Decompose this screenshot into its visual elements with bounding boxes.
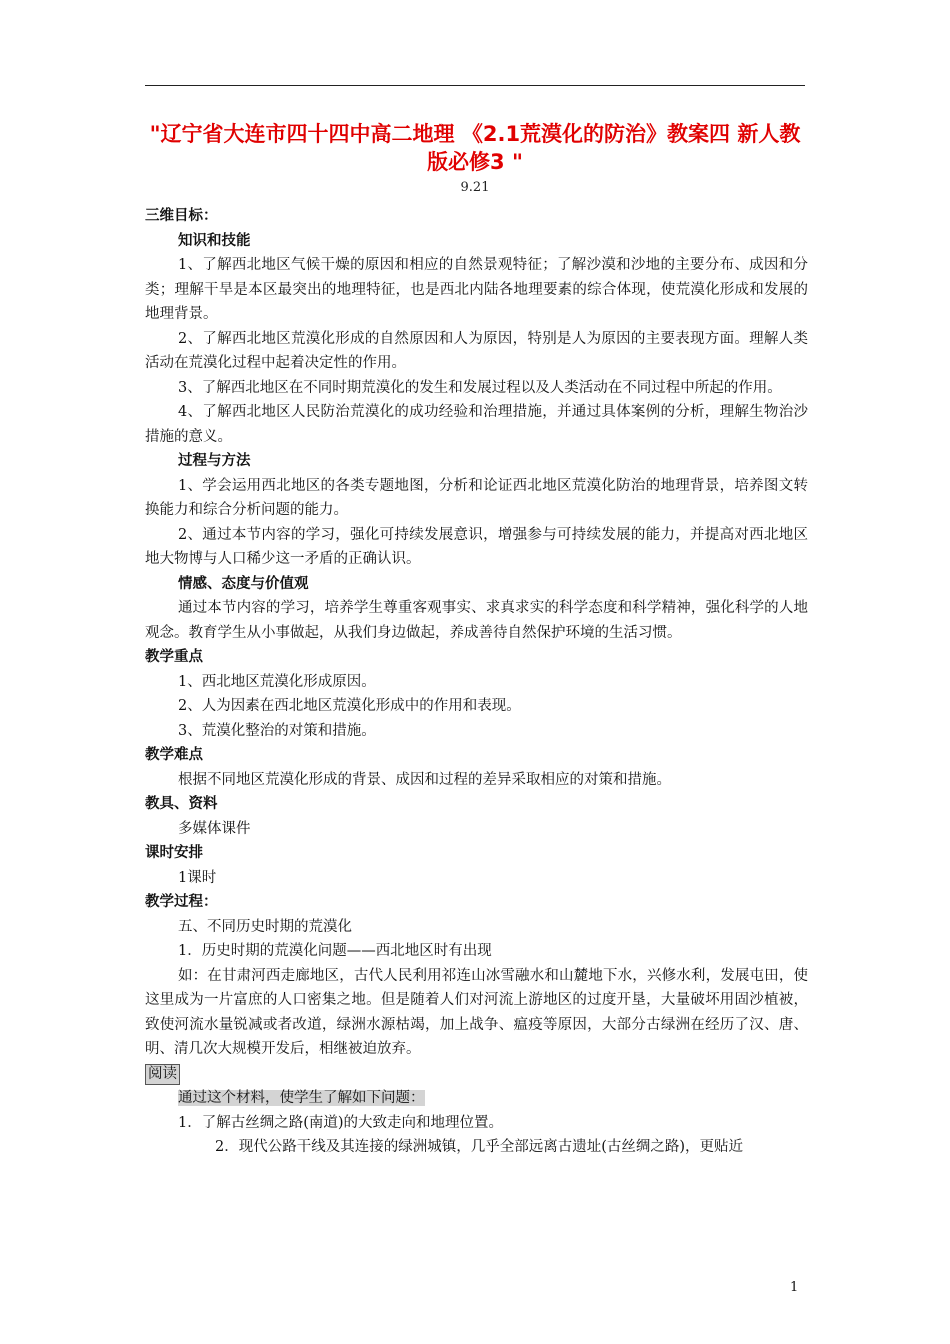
difficulty-text: 根据不同地区荒漠化形成的背景、成因和过程的差异采取相应的对策和措施。 bbox=[178, 771, 671, 788]
goals-heading: 三维目标： bbox=[145, 208, 218, 224]
tools-heading: 教具、资料 bbox=[145, 796, 218, 812]
document-date: 9.21 bbox=[460, 180, 490, 195]
process-item: 2、通过本节内容的学习，强化可持续发展意识，增强参与可持续发展的能力，并提高对西北地区地大物博与人口稀少这一矛盾的正确认识。 bbox=[145, 526, 808, 567]
reading-intro: 通过这个材料，使学生了解如下问题： bbox=[178, 1090, 425, 1106]
emotion-text: 通过本节内容的学习，培养学生尊重客观事实、求真求实的科学态度和科学精神，强化科学的人地观念。教育学生从小事做起，从我们身边做起，养成善待自然保护环境的生活习惯。 bbox=[145, 600, 808, 641]
reading-label: 阅读 bbox=[145, 1064, 180, 1085]
schedule-heading: 课时安排 bbox=[145, 845, 203, 861]
knowledge-item: 1、了解西北地区气候干燥的原因和相应的自然景观特征；了解沙漠和沙地的主要分布、成因和分类；理解干旱是本区最突出的地理特征，也是西北内陆各地理要素的综合体现，使荒漠化形成和发展的地理背景。 bbox=[145, 257, 808, 322]
procedure-point: 1．历史时期的荒漠化问题——西北地区时有出现 bbox=[178, 943, 492, 959]
knowledge-heading: 知识和技能 bbox=[178, 232, 251, 249]
difficulty-heading: 教学难点 bbox=[145, 747, 203, 763]
process-heading: 过程与方法 bbox=[178, 453, 251, 469]
reading-label-row bbox=[145, 1062, 808, 1087]
procedure-heading: 教学过程： bbox=[145, 894, 218, 910]
emotion-heading: 情感、态度与价值观 bbox=[178, 575, 309, 592]
reading-question: 1．了解古丝绸之路(南道)的大致走向和地理位置。 bbox=[178, 1114, 504, 1131]
knowledge-item: 2、了解西北地区荒漠化形成的自然原因和人为原因，特别是人为原因的主要表现方面。理解人类活动在荒漠化过程中起着决定性的作用。 bbox=[145, 330, 808, 371]
key-point-item: 3、荒漠化整治的对策和措施。 bbox=[178, 722, 376, 739]
procedure-example: 如：在甘肃河西走廊地区，古代人民利用祁连山冰雪融水和山麓地下水，兴修水利，发展屯田，使这里成为一片富庶的人口密集之地。但是随着人们对河流上游地区的过度开垦，大量破坏用固沙植被，致使河流水量锐减或者改道，绿洲水源枯竭，加上战争、瘟疫等原因，大部分古绿洲在经历了汉、唐、明、清几次大规模开发后，相继被迫放弃。 bbox=[145, 967, 808, 1057]
key-point-item: 1、西北地区荒漠化形成原因。 bbox=[178, 673, 376, 690]
tools-text: 多媒体课件 bbox=[178, 820, 251, 837]
reading-intro-row bbox=[145, 1086, 808, 1111]
knowledge-item: 3、了解西北地区在不同时期荒漠化的发生和发展过程以及人类活动在不同过程中所起的作用。 bbox=[178, 379, 782, 396]
reading-question: 2．现代公路干线及其连接的绿洲城镇，几乎全部远离古遗址(古丝绸之路)，更贴近 bbox=[215, 1139, 744, 1155]
key-point-item: 2、人为因素在西北地区荒漠化形成中的作用和表现。 bbox=[178, 698, 521, 714]
process-item: 1、学会运用西北地区的各类专题地图，分析和论证西北地区荒漠化防治的地理背景，培养图文转换能力和综合分析问题的能力。 bbox=[145, 477, 808, 518]
header-rule bbox=[145, 85, 805, 86]
knowledge-item: 4、了解西北地区人民防治荒漠化的成功经验和治理措施，并通过具体案例的分析，理解生物治沙措施的意义。 bbox=[145, 404, 808, 445]
key-points-heading: 教学重点 bbox=[145, 649, 203, 665]
procedure-section: 五、不同历史时期的荒漠化 bbox=[178, 918, 352, 935]
document-body bbox=[145, 204, 808, 1160]
page-number: 1 bbox=[790, 1280, 799, 1295]
schedule-text: 1课时 bbox=[178, 869, 217, 886]
document-title: "辽宁省大连市四十四中高二地理 《2.1荒漠化的防治》教案四 新人教版必修3 " bbox=[149, 122, 801, 174]
